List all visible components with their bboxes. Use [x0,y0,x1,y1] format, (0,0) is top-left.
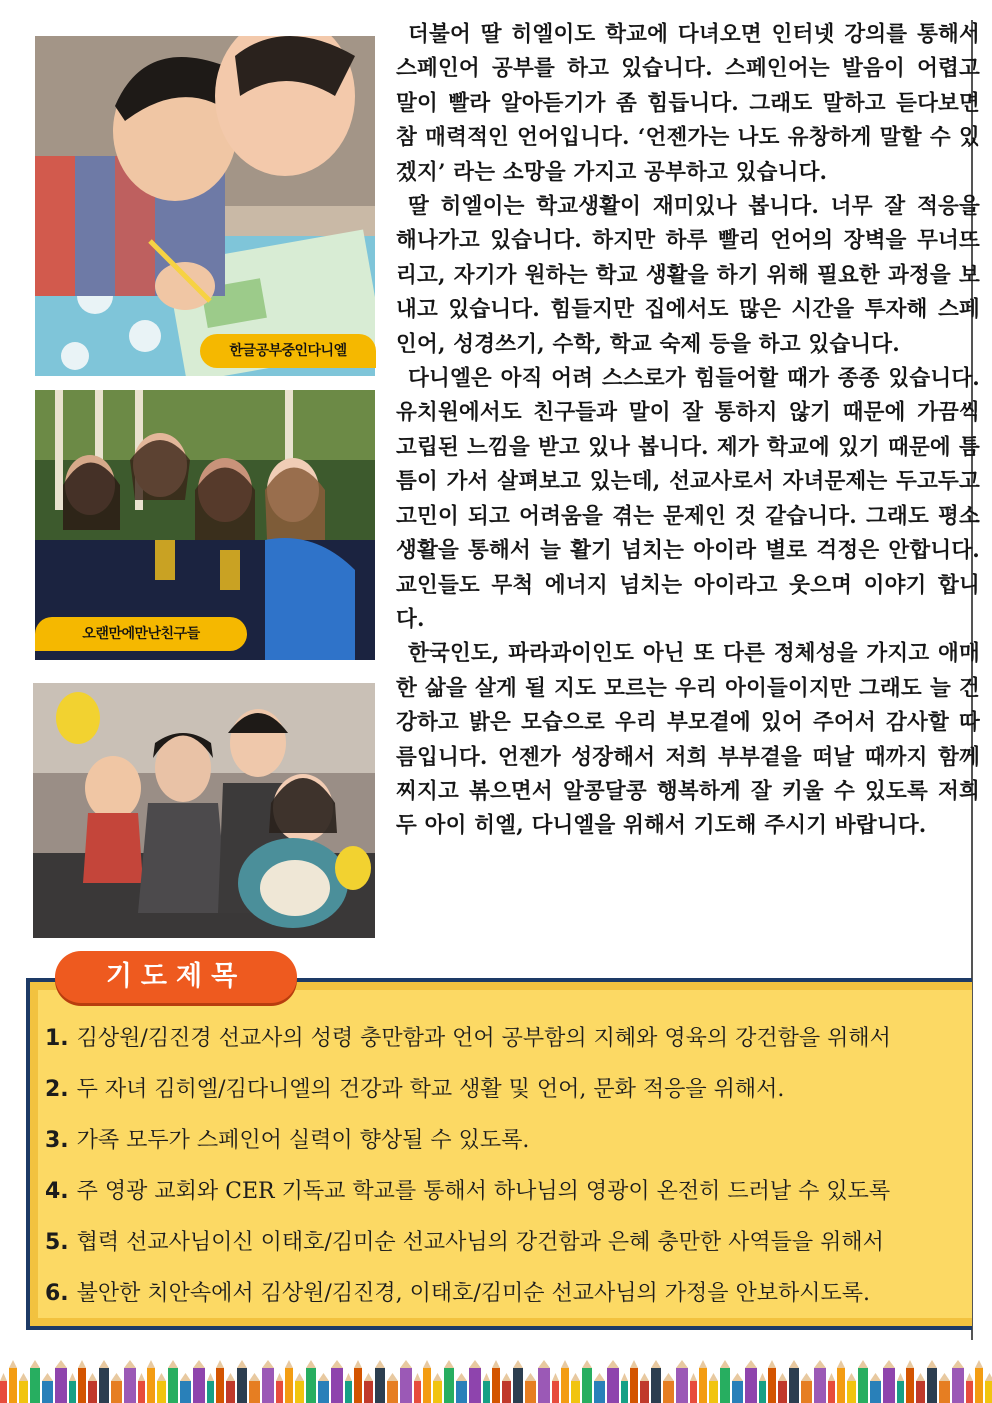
prayer-item [45,1119,985,1170]
family-image [33,683,375,938]
photo-boy-studying [35,36,375,376]
photo-family [33,683,375,938]
prayer-item [45,1068,985,1119]
prayer-text: 가족 모두가 스페인어 실력이 향상될 수 있도록. [76,1128,530,1153]
prayer-text: 두 자녀 김히엘/김다니엘의 건강과 학교 생활 및 언어, 문화 적응을 위해서. [76,1077,785,1102]
prayer-item [45,1017,985,1068]
prayer-text: 김상원/김진경 선교사의 성령 충만함과 언어 공부함의 지혜와 영육의 강건함을 위해서 [76,1026,891,1051]
boy-studying-image [35,36,375,376]
article-paragraph: 다니엘은 아직 어려 스스로가 힘들어할 때가 종종 있습니다. 유치원에서도 친구들과 말이 잘 통하지 않기 때문에 가끔씩 고립된 느낌을 받고 있나 봅니다. 제가 학교에 있기 때문에 틈틈이 가서 살펴보고 있는데, 선교사로서 자녀문제는 두고두고 고민이 되고 어려움을 겪는 문제인 것 같습니다. 그래도 평소생활을 통해서 늘 활기 넘치는 아이라 별로 걱정은 안합니다. 교인들도 무척 에너지 넘치는 아이라고 웃으며 이야기 합니다. [396,366,980,632]
prayer-item [45,1272,985,1323]
prayer-list [45,1017,985,1323]
prayer-number: 2. [45,1077,69,1102]
article-body [396,18,980,844]
prayer-number: 5. [45,1230,69,1255]
prayer-item [45,1221,985,1272]
prayer-title: 기도제목 [55,951,297,1003]
photo-caption-2: 오랜만에만난친구들 [35,617,247,651]
article-paragraph: 더불어 딸 히엘이도 학교에 다녀오면 인터넷 강의를 통해서 스페인어 공부를 하고 있습니다. 스페인어는 발음이 어렵고 말이 빨라 알아듣기가 좀 힘듭니다. 그래도 말하고 듣다보면 참 매력적인 언어입니다. ‘언젠가는 나도 유창하게 말할 수 있겠지’ 라는 소망을 가지고 공부하고 있습니다. [396,22,980,185]
prayer-text: 협력 선교사님이신 이태호/김미순 선교사님의 강건함과 은혜 충만한 사역들을 위해서 [76,1230,884,1255]
prayer-number: 3. [45,1128,69,1153]
photo-caption-1: 한글공부중인다니엘 [200,334,376,368]
article-paragraph: 한국인도, 파라과이인도 아닌 또 다른 정체성을 가지고 애매한 삶을 살게 될 지도 모르는 우리 아이들이지만 그래도 늘 건강하고 밝은 모습으로 우리 부모곁에 있어 주어서 감사할 따름입니다. 언젠가 성장해서 저희 부부곁을 떠날 때까지 함께 찌지고 볶으면서 알콩달콩 행복하게 잘 키울 수 있도록 저희 두 아이 히엘, 다니엘을 위해서 기도해 주시기 바랍니다. [396,641,980,839]
article-paragraph: 딸 히엘이는 학교생활이 재미있나 봅니다. 너무 잘 적응을 해나가고 있습니다. 하지만 하루 빨리 언어의 장벽을 무너뜨리고, 자기가 원하는 학교 생활을 하기 위해 필요한 과정을 보내고 있습니다. 힘들지만 집에서도 많은 시간을 투자해 스페인어, 성경쓰기, 수학, 학교 숙제 등을 하고 있습니다. [396,194,980,357]
prayer-item [45,1170,985,1221]
prayer-number: 6. [45,1281,69,1306]
colored-pencils-border [0,1343,992,1403]
prayer-text: 불안한 치안속에서 김상원/김진경, 이태호/김미순 선교사님의 가정을 안보하시도록. [76,1281,871,1306]
prayer-number: 1. [45,1026,69,1051]
prayer-number: 4. [45,1179,69,1204]
prayer-text: 주 영광 교회와 CER 기독교 학교를 통해서 하나님의 영광이 온전히 드러날 수 있도록 [76,1179,891,1204]
